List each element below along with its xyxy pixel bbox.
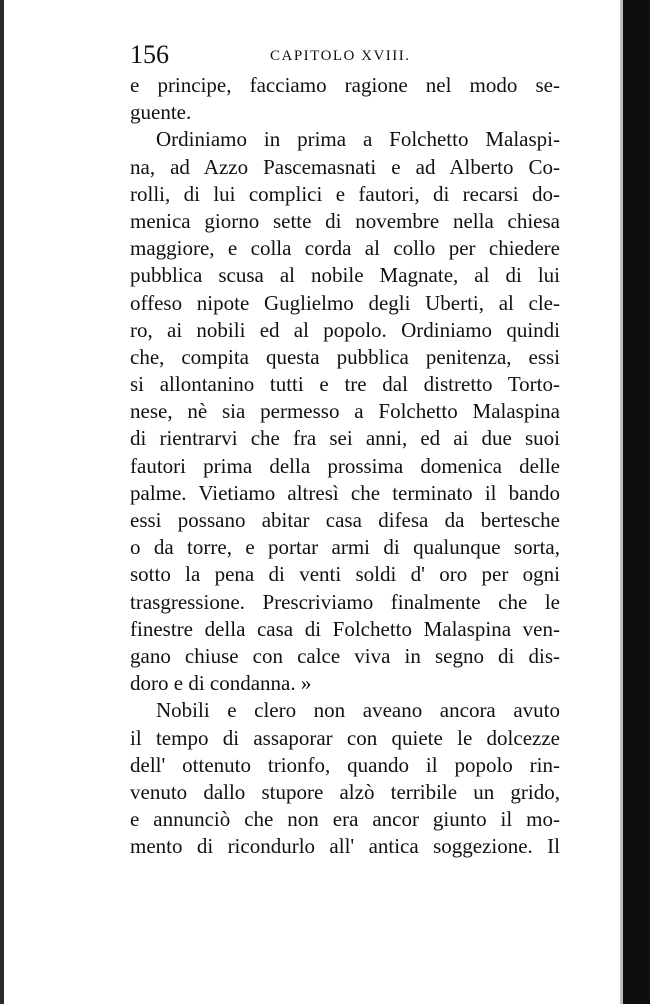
text-line: o da torre, e portar armi di qualunque sorta, — [130, 535, 560, 560]
text-line: gano chiuse con calce viva in segno di dis- — [130, 643, 560, 668]
text-line: Nobili e clero non aveano ancora avuto — [156, 698, 560, 723]
running-head: CAPITOLO XVIII. — [270, 48, 411, 64]
text-line: palme. Vietiamo altresì che terminato il bando — [130, 480, 560, 505]
text-line: pubblica scusa al nobile Magnate, al di lui — [130, 263, 560, 288]
text-line: menica giorno sette di novembre nella chiesa — [130, 208, 560, 233]
text-line: maggiore, e colla corda al collo per chiedere — [130, 236, 560, 261]
text-line: mento di ricondurlo all' antica soggezione. Il — [130, 834, 560, 859]
text-line: si allontanino tutti e tre dal distretto Torto- — [130, 372, 560, 397]
text-line: venuto dallo stupore alzò terribile un grido, — [130, 779, 560, 804]
text-line: trasgressione. Prescriviamo finalmente che le — [130, 589, 560, 614]
text-line: e principe, facciamo ragione nel modo se- — [130, 73, 560, 97]
text-line: di rientrarvi che fra sei anni, ed ai due suoi — [130, 426, 560, 451]
text-line: che, compita questa pubblica penitenza, essi — [130, 344, 560, 369]
text-line: guente. — [130, 100, 192, 125]
text-line: il tempo di assaporar con quiete le dolcezze — [130, 725, 560, 750]
text-line: e annunciò che non era ancor giunto il mo- — [130, 807, 560, 832]
text-line: doro e di condanna. » — [130, 671, 312, 696]
text-line: na, ad Azzo Pascemasnati e ad Alberto Co- — [130, 154, 560, 179]
text-line: dell' ottenuto trionfo, quando il popolo rin- — [130, 752, 560, 777]
page-left-edge — [0, 0, 4, 1004]
text-line: offeso nipote Guglielmo degli Uberti, al cle- — [130, 290, 560, 315]
book-binding-edge — [623, 0, 650, 1004]
text-line: finestre della casa di Folchetto Malaspina ven- — [130, 616, 560, 641]
page-number: 156 — [130, 40, 169, 69]
text-line: sotto la pena di venti soldi d' oro per ogni — [130, 562, 560, 587]
text-line: rolli, di lui complici e fautori, di recarsi do- — [130, 181, 560, 206]
page-header — [130, 40, 560, 70]
text-line: Ordiniamo in prima a Folchetto Malaspi- — [156, 127, 560, 152]
body-text — [130, 72, 560, 860]
text-line: nese, nè sia permesso a Folchetto Malaspina — [130, 399, 560, 424]
text-line: essi possano abitar casa difesa da bertesche — [130, 508, 560, 532]
text-line: ro, ai nobili ed al popolo. Ordiniamo quindi — [130, 317, 560, 342]
text-line: fautori prima della prossima domenica delle — [130, 453, 560, 478]
